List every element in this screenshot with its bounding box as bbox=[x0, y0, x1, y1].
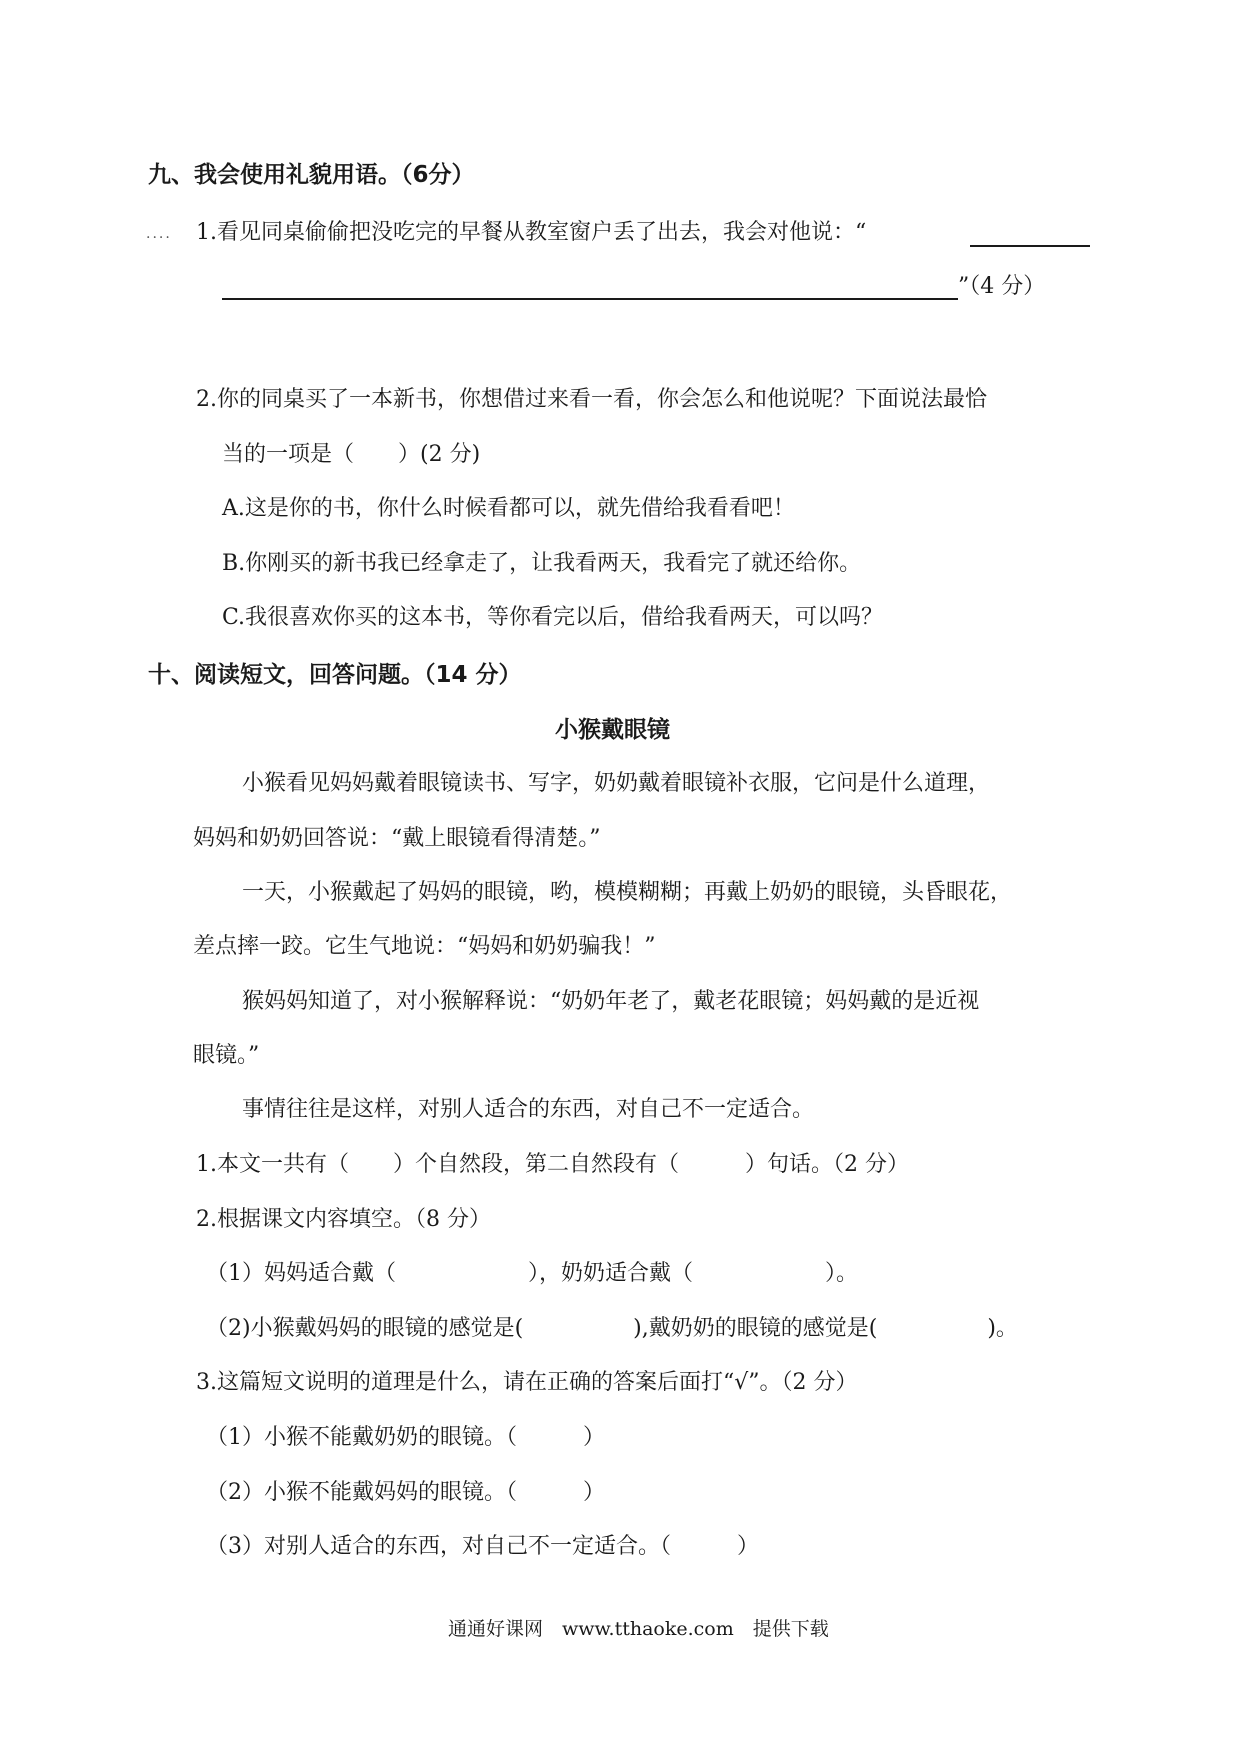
passage-p2-line2: 差点摔一跤。它生气地说：“妈妈和奶奶骗我！” bbox=[193, 934, 656, 959]
s10-q3-item2: （2）小猴不能戴妈妈的眼镜。（ ） bbox=[206, 1480, 605, 1505]
s10-q3: 3.这篇短文说明的道理是什么，请在正确的答案后面打“√”。（2 分） bbox=[196, 1370, 858, 1395]
option-b: B.你刚买的新书我已经拿走了，让我看两天，我看完了就还给你。 bbox=[222, 551, 862, 576]
passage-p3-line1: 猴妈妈知道了，对小猴解释说：“奶奶年老了，戴老花眼镜；妈妈戴的是近视 bbox=[242, 989, 980, 1014]
s10-q2: 2.根据课文内容填空。（8 分） bbox=[196, 1207, 491, 1232]
s9-q1-score: ”（4 分） bbox=[958, 274, 1046, 299]
s10-q3-item1: （1）小猴不能戴奶奶的眼镜。（ ） bbox=[206, 1425, 605, 1450]
passage-p4-line1: 事情往往是这样，对别人适合的东西，对自己不一定适合。 bbox=[242, 1097, 815, 1122]
s9-q2-line1: 2.你的同桌买了一本新书，你想借过来看一看，你会怎么和他说呢？下面说法最恰 bbox=[196, 387, 987, 412]
s10-q1: 1.本文一共有（ ）个自然段，第二自然段有（ ）句话。（2 分） bbox=[196, 1152, 909, 1177]
s10-q2-item1: （1）妈妈适合戴（ ），奶奶适合戴（ ）。 bbox=[206, 1261, 858, 1286]
option-c: C.我很喜欢你买的这本书，等你看完以后，借给我看两天，可以吗？ bbox=[222, 605, 884, 630]
passage-p3-line2: 眼镜。” bbox=[193, 1043, 260, 1068]
passage-p1-line2: 妈妈和奶奶回答说：“戴上眼镜看得清楚。” bbox=[193, 826, 601, 851]
answer-blank-line-long[interactable] bbox=[222, 298, 958, 300]
passage-p1-line1: 小猴看见妈妈戴着眼镜读书、写字，奶奶戴着眼镜补衣服，它问是什么道理， bbox=[242, 771, 991, 796]
answer-blank-line[interactable] bbox=[970, 245, 1090, 247]
page-footer: 通通好课网 www.tthaoke.com 提供下载 bbox=[448, 1618, 829, 1640]
passage-title: 小猴戴眼镜 bbox=[555, 717, 670, 743]
s10-q3-item3: （3）对别人适合的东西，对自己不一定适合。（ ） bbox=[206, 1534, 759, 1559]
q1-leader-dots: .... bbox=[146, 226, 172, 242]
s9-q2-line2: 当的一项是（ ）(2 分) bbox=[222, 442, 481, 467]
section-9-heading: 九、我会使用礼貌用语。（6分） bbox=[148, 162, 475, 188]
s9-q1-text: 1.看见同桌偷偷把没吃完的早餐从教室窗户丢了出去，我会对他说：“ bbox=[196, 220, 867, 245]
section-10-heading: 十、阅读短文，回答问题。（14 分） bbox=[148, 662, 522, 688]
option-a: A.这是你的书，你什么时候看都可以，就先借给我看看吧！ bbox=[222, 496, 795, 521]
passage-p2-line1: 一天，小猴戴起了妈妈的眼镜，哟，模模糊糊；再戴上奶奶的眼镜，头昏眼花， bbox=[242, 880, 1013, 905]
s10-q2-item2: （2)小猴戴妈妈的眼镜的感觉是( ),戴奶奶的眼镜的感觉是( )。 bbox=[206, 1316, 1018, 1341]
